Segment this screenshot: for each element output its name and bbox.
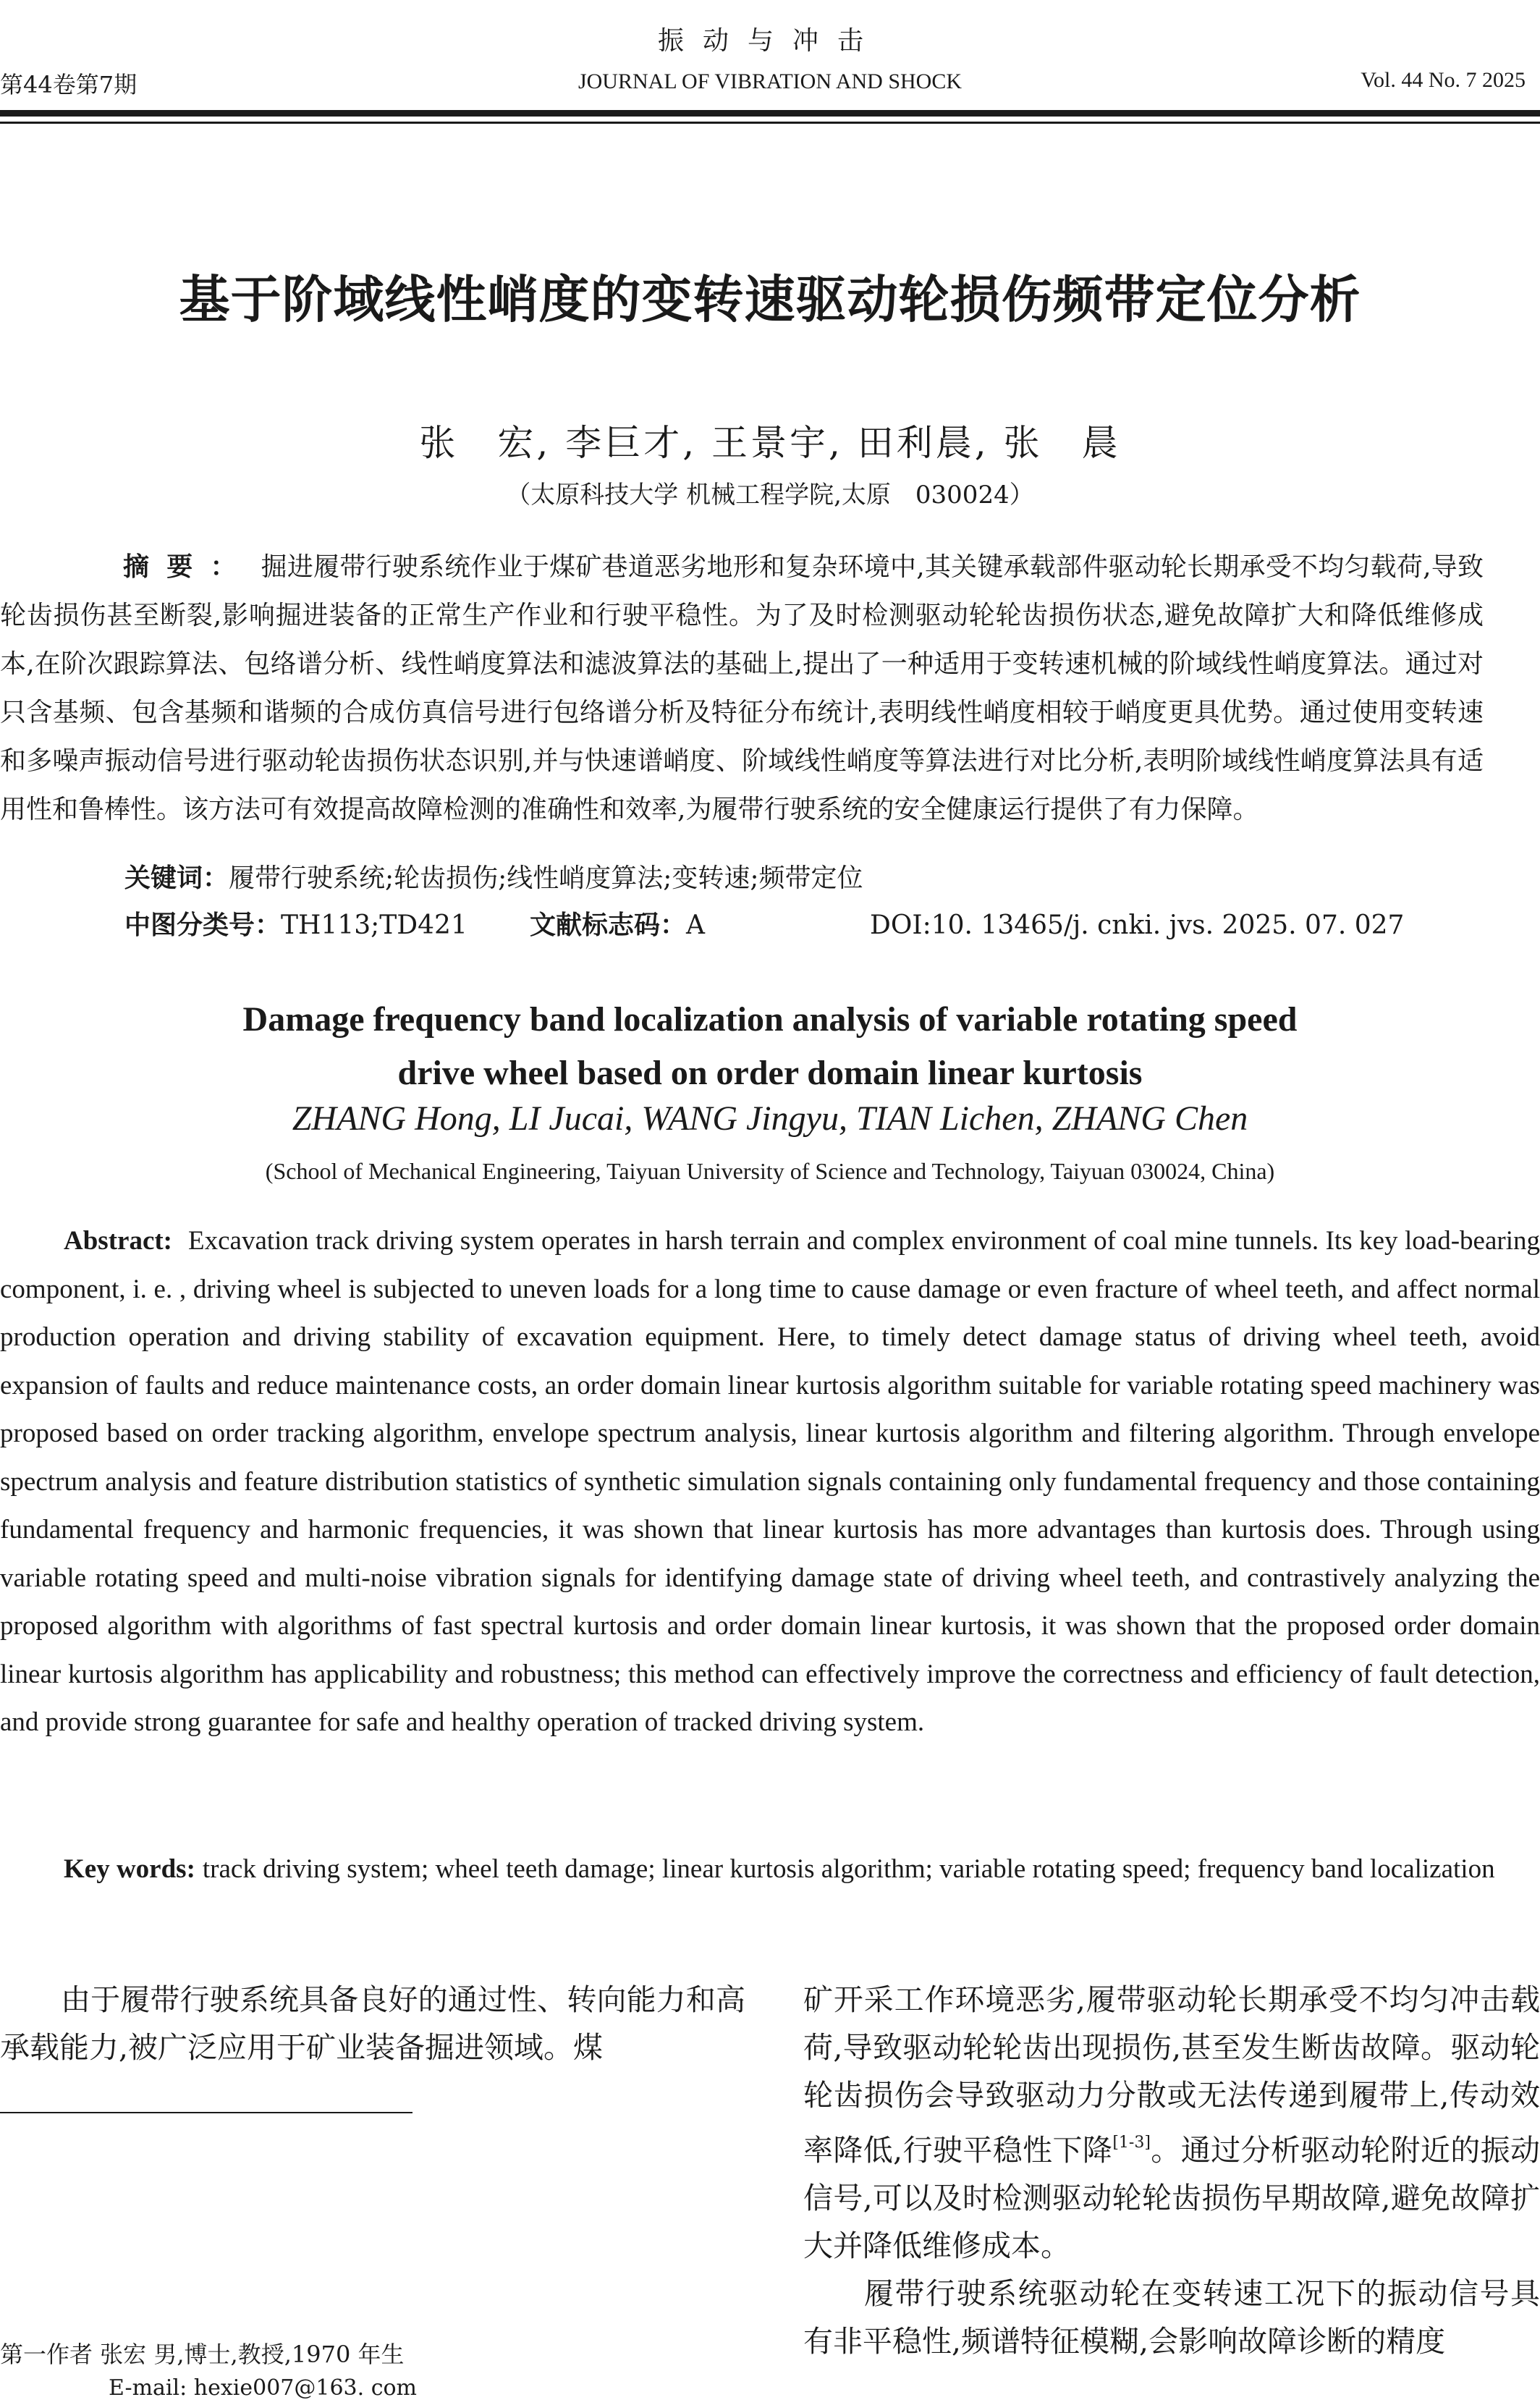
paper-title-cn: 基于阶域线性峭度的变转速驱动轮损伤频带定位分析 xyxy=(179,270,1361,329)
clc-label: 中图分类号： xyxy=(124,910,282,940)
header-rule-thick xyxy=(0,110,1540,117)
authors-en: ZHANG Hong, LI Jucai, WANG Jingyu, TIAN Lichen, ZHANG Chen xyxy=(292,1099,1248,1138)
body-paragraph xyxy=(803,1976,1540,2270)
abstract-cn-label: 摘要： xyxy=(123,552,254,582)
keywords-en xyxy=(0,1846,1540,1893)
paper-title-en xyxy=(0,993,1540,1100)
paper-title-en-line1: Damage frequency band localization analysis of variable rotating speed xyxy=(242,1000,1298,1039)
volume-issue-en: Vol. 44 No. 7 2025 xyxy=(1361,68,1526,92)
abstract-cn xyxy=(0,543,1484,834)
affiliation-cn: （太原科技大学 机械工程学院,太原 030024） xyxy=(506,481,1034,510)
keywords-cn-text: 履带行驶系统;轮齿损伤;线性峭度算法;变转速;频带定位 xyxy=(229,863,863,893)
journal-name-cn: 振动与冲击 xyxy=(657,26,882,56)
abstract-cn-text: 掘进履带行驶系统作业于煤矿巷道恶劣地形和复杂环境中,其关键承载部件驱动轮长期承受不均匀载荷,导致轮齿损伤甚至断裂,影响掘进装备的正常生产作业和行驶平稳性。为了及时检测驱动轮轮齿损伤状态,避免故障扩大和降低维修成本,在阶次跟踪算法、包络谱分析、线性峭度算法和滤波算法的基础上,提出了一种适用于变转速机械的阶域线性峭度算法。通过对只含基频、包含基频和谐频的合成仿真信号进行包络谱分析及特征分布统计,表明线性峭度相较于峭度更具优势。通过使用变转速和多噪声振动信号进行驱动轮齿损伤状态识别,并与快速谱峭度、阶域线性峭度等算法进行对比分析,表明阶域线性峭度算法具有适用性和鲁棒性。该方法可有效提高故障检测的准确性和效率,为履带行驶系统的安全健康运行提供了有力保障。 xyxy=(0,552,1484,824)
clc-block xyxy=(124,905,530,942)
doi: DOI:10. 13465/j. cnki. jvs. 2025. 07. 027 xyxy=(870,910,1405,940)
journal-name-en: JOURNAL OF VIBRATION AND SHOCK xyxy=(578,69,962,93)
citation-ref: [1-3] xyxy=(1112,2134,1151,2152)
body-text: 。通过分析驱动轮附近的振动信号,可以及时检测驱动轮轮齿损伤早期故障,避免故障扩大并降低维修成本。 xyxy=(803,2133,1540,2263)
body-paragraph: 履带行驶系统驱动轮在变转速工况下的振动信号具有非平稳性,频谱特征模糊,会影响故障诊断的精度 xyxy=(803,2276,1540,2359)
affiliation-en: (School of Mechanical Engineering, Taiyuan University of Science and Technology, Taiyuan 030024, China) xyxy=(265,1158,1275,1184)
abstract-en-label: Abstract: xyxy=(64,1226,173,1256)
abstract-en-text: Excavation track driving system operates in harsh terrain and complex environment of coal mine tunnels. Its key load-bearing component, i. e. , driving wheel is subjected to uneven loads for a long time to cause damage or even fracture of wheel teeth, and affect normal production operation and driving stability of excavation equipment. Here, to timely detect damage status of driving wheel teeth, avoid expansion of faults and reduce maintenance costs, an order domain linear kurtosis algorithm suitable for variable rotating speed machinery was proposed based on order tracking algorithm, envelope spectrum analysis, linear kurtosis algorithm and filtering algorithm. Through envelope spectrum analysis and feature distribution statistics of synthetic simulation signals containing only fundamental frequency and those containing fundamental frequency and harmonic frequencies, it was shown that linear kurtosis has more advantages than kurtosis does. Through using variable rotating speed and multi-noise vibration signals for identifying damage state of driving wheel teeth, and contrastively analyzing the proposed algorithm with algorithms of fast spectral kurtosis and order domain linear kurtosis, it was shown that the proposed order domain linear kurtosis algorithm has applicability and robustness; this method can effectively improve the correctness and efficiency of fault detection, and provide strong guarantee for safe and healthy operation of tracked driving system. xyxy=(0,1226,1540,1737)
paper-title-en-line2: drive wheel based on order domain linear kurtosis xyxy=(397,1054,1143,1092)
keywords-en-text: track driving system; wheel teeth damage; linear kurtosis algorithm; variable rotating speed; frequency band localization xyxy=(202,1854,1495,1884)
authors-cn: 张 宏, 李巨才, 王景宇, 田利晨, 张 晨 xyxy=(419,422,1121,464)
keywords-cn-label: 关键词： xyxy=(124,863,229,893)
doc-code-value: A xyxy=(686,910,706,940)
footnote-author: 第一作者 张宏 男,博士,教授,1970 年生 xyxy=(0,2341,405,2368)
footnote-rule xyxy=(0,2112,412,2113)
classification-row xyxy=(124,905,1499,942)
doc-code-block xyxy=(530,905,870,942)
body-right-column xyxy=(803,1976,1540,2365)
abstract-en xyxy=(0,1217,1540,1747)
doc-code-label: 文献标志码： xyxy=(530,910,687,940)
footnote-email: E-mail: hexie007@163. com xyxy=(109,2375,418,2401)
volume-issue-cn: 第44卷第7期 xyxy=(0,71,138,98)
body-left-column: 由于履带行驶系统具备良好的通过性、转向能力和高承载能力,被广泛应用于矿业装备掘进领域。煤 xyxy=(0,1982,745,2065)
keywords-en-label: Key words: xyxy=(64,1854,195,1884)
keywords-cn xyxy=(124,858,863,895)
clc-value: TH113;TD421 xyxy=(281,910,468,940)
header-rule-thin xyxy=(0,122,1540,124)
body-text: 矿开采工作环境恶劣,履带驱动轮长期承受不均匀冲击载荷,导致驱动轮轮齿出现损伤,甚至发生断齿故障。驱动轮轮齿损伤会导致驱动力分散或无法传递到履带上,传动效率降低,行驶平稳性下降 xyxy=(803,1982,1540,2168)
